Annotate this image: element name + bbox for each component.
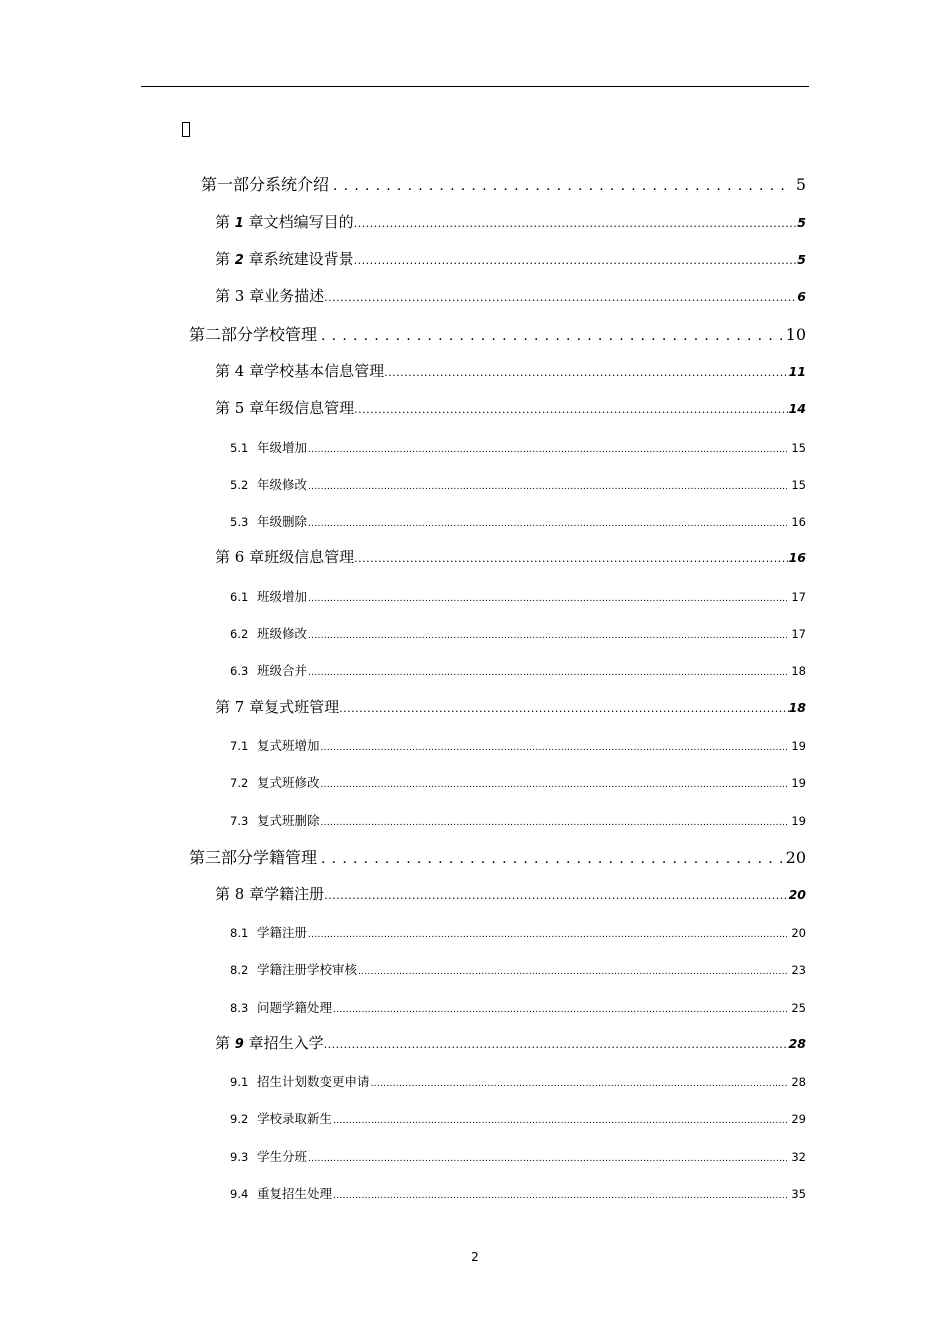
toc-page-number: 28	[791, 1075, 806, 1089]
toc-section-5-2[interactable]	[230, 475, 806, 493]
dot-leader	[333, 1116, 787, 1126]
toc-page-number: 35	[791, 1187, 806, 1201]
toc-page-number: 16	[791, 515, 806, 529]
toc-page-number: 17	[791, 627, 806, 641]
toc-label: 7.2 复式班修改	[230, 775, 320, 790]
toc-label: 第 3 章业务描述	[215, 287, 325, 305]
dot-leader	[354, 254, 798, 267]
toc-label: 9.3 学生分班	[230, 1149, 308, 1164]
toc-page-number: 20	[785, 848, 806, 867]
toc-page-number: 15	[791, 441, 806, 455]
dot-leader	[339, 702, 789, 715]
dot-leader	[321, 818, 788, 828]
dot-leader	[354, 217, 798, 230]
toc-label: 8.3 问题学籍处理	[230, 1000, 333, 1015]
toc-label: 第 9 章招生入学	[215, 1034, 324, 1052]
toc-chapter-1[interactable]	[215, 211, 806, 232]
toc-label: 9.1 招生计划数变更申请	[230, 1074, 370, 1089]
dot-leader	[308, 519, 787, 529]
toc-page-number: 5	[797, 215, 806, 230]
dot-leader	[333, 178, 792, 194]
toc-label: 5.1 年级增加	[230, 440, 308, 455]
dot-leader	[308, 594, 787, 604]
dot-leader	[384, 366, 789, 379]
toc-page-number: 19	[791, 776, 806, 790]
toc-page-number: 15	[791, 478, 806, 492]
dot-leader	[324, 291, 797, 304]
toc-section-9-3[interactable]	[230, 1147, 806, 1165]
toc-part-3[interactable]	[189, 845, 806, 868]
toc-label: 7.1 复式班增加	[230, 738, 320, 753]
toc-section-8-3[interactable]	[230, 998, 806, 1016]
toc-chapter-3[interactable]	[215, 285, 806, 306]
dot-leader	[333, 1005, 787, 1015]
toc-page-number: 19	[791, 814, 806, 828]
dot-leader	[308, 930, 787, 940]
toc-section-5-3[interactable]	[230, 512, 806, 530]
dot-leader	[354, 403, 789, 416]
dot-leader	[308, 668, 787, 678]
toc-label: 7.3 复式班删除	[230, 813, 320, 828]
toc-section-5-1[interactable]	[230, 438, 806, 456]
toc-chapter-7[interactable]	[215, 696, 806, 717]
toc-label: 8.2 学籍注册学校审核	[230, 962, 358, 977]
toc-section-9-1[interactable]	[230, 1072, 806, 1090]
toc-label: 第 8 章学籍注册	[215, 885, 325, 903]
header-rule	[141, 86, 809, 87]
toc-section-9-2[interactable]	[230, 1109, 806, 1127]
dot-leader	[354, 552, 789, 565]
toc-section-6-1[interactable]	[230, 587, 806, 605]
toc-page-number: 18	[791, 664, 806, 678]
toc-page-number: 16	[788, 550, 806, 565]
toc-label: 第 2 章系统建设背景	[215, 250, 354, 268]
toc-page-number: 5	[795, 175, 806, 194]
toc-label: 第三部分学籍管理	[189, 848, 318, 867]
toc-page-number: 5	[797, 252, 806, 267]
toc-section-6-2[interactable]	[230, 624, 806, 642]
toc-label: 第 7 章复式班管理	[215, 698, 340, 716]
toc-label: 6.1 班级增加	[230, 589, 308, 604]
toc-label: 9.2 学校录取新生	[230, 1111, 333, 1126]
toc-section-7-3[interactable]	[230, 811, 806, 829]
toc-chapter-8[interactable]	[215, 883, 806, 904]
toc-page-number: 10	[785, 325, 806, 344]
toc-label: 8.1 学籍注册	[230, 925, 308, 940]
toc-section-7-1[interactable]	[230, 736, 806, 754]
toc-section-8-1[interactable]	[230, 923, 806, 941]
toc-page-number: 19	[791, 739, 806, 753]
toc-page-number: 29	[791, 1112, 806, 1126]
toc-label: 第 6 章班级信息管理	[215, 548, 355, 566]
toc-label: 9.4 重复招生处理	[230, 1186, 333, 1201]
dot-leader	[308, 482, 787, 492]
toc-chapter-9[interactable]	[215, 1032, 806, 1053]
toc-page-number: 18	[788, 700, 806, 715]
toc-part-2[interactable]	[189, 322, 806, 345]
toc-page-number: 28	[788, 1036, 806, 1051]
dot-leader	[333, 1191, 787, 1201]
toc-label: 第 5 章年级信息管理	[215, 399, 355, 417]
dot-leader	[321, 780, 788, 790]
missing-glyph-icon	[182, 122, 190, 137]
footer-page-number: 2	[471, 1250, 479, 1264]
dot-leader	[321, 328, 782, 344]
toc-chapter-5[interactable]	[215, 397, 806, 418]
toc-page-number: 14	[788, 401, 806, 416]
toc-section-7-2[interactable]	[230, 773, 806, 791]
toc-page-number: 23	[791, 963, 806, 977]
toc-page-number: 11	[788, 364, 806, 379]
toc-page-number: 20	[791, 926, 806, 940]
toc-label: 5.3 年级删除	[230, 514, 308, 529]
toc-chapter-4[interactable]	[215, 360, 806, 381]
toc-section-6-3[interactable]	[230, 661, 806, 679]
toc-page-number: 32	[791, 1150, 806, 1164]
dot-leader	[308, 631, 787, 641]
toc-label: 第 4 章学校基本信息管理	[215, 362, 385, 380]
dot-leader	[321, 743, 788, 753]
toc-page-number: 17	[791, 590, 806, 604]
toc-label: 6.3 班级合并	[230, 663, 308, 678]
dot-leader	[308, 1154, 787, 1164]
toc-chapter-6[interactable]	[215, 546, 806, 567]
toc-label: 6.2 班级修改	[230, 626, 308, 641]
toc-part-1[interactable]	[201, 172, 806, 195]
toc-label: 第二部分学校管理	[189, 325, 318, 344]
dot-leader	[324, 1038, 789, 1051]
toc-page-number: 6	[797, 289, 806, 304]
toc-label: 5.2 年级修改	[230, 477, 308, 492]
dot-leader	[308, 445, 787, 455]
dot-leader	[358, 967, 787, 977]
toc-section-8-2[interactable]	[230, 960, 806, 978]
toc-label: 第 1 章文档编写目的	[215, 213, 354, 231]
dot-leader	[324, 889, 789, 902]
toc-page-number: 25	[791, 1001, 806, 1015]
toc-label: 第一部分系统介绍	[201, 175, 330, 194]
dot-leader	[321, 851, 782, 867]
toc-page-number: 20	[788, 887, 806, 902]
toc-section-9-4[interactable]	[230, 1184, 806, 1202]
toc-chapter-2[interactable]	[215, 248, 806, 269]
dot-leader	[371, 1079, 788, 1089]
